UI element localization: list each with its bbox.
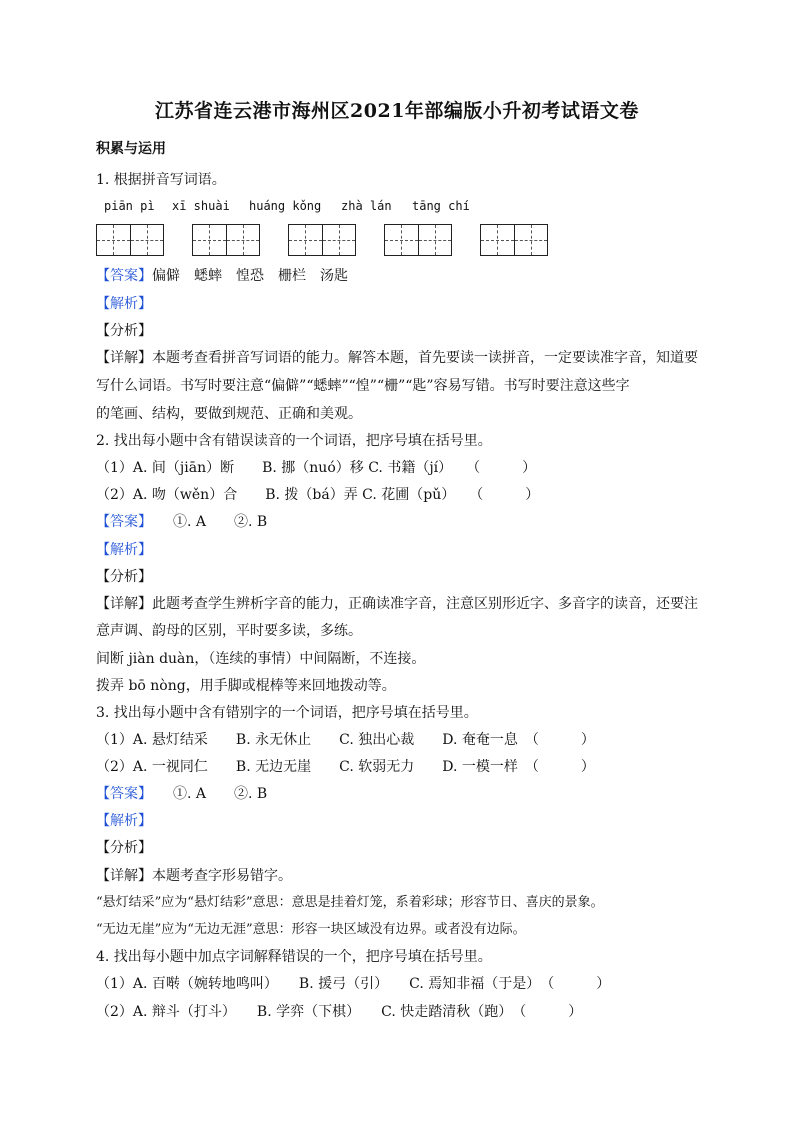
detail-text: 本题考查字形易错字。 (152, 868, 292, 884)
detail-text: 此题考查学生辨析字音的能力，正确读准字音，注意区别形近字、多音字的读音，还要注 (152, 596, 698, 612)
q1-fenxi-tag: 【分析】 (96, 323, 152, 339)
q2-item-2: （2）A. 吻（wěn）合 B. 拨（bá）弄 C. 花圃（pǔ） （ ） (96, 487, 540, 503)
q3-detail-line-3: “无边无崖”应为“无边无涯”意思：形容一块区域没有边界。或者没有边际。 (96, 922, 526, 937)
q3-analysis-tag: 【解析】 (96, 813, 152, 829)
page-title: 江苏省连云港市海州区2021年部编版小升初考试语文卷 (155, 100, 639, 122)
q2-detail-line-2: 意声调、韵母的区别，平时要多读，多练。 (96, 623, 362, 639)
q3-item-1: （1）A. 悬灯结采 B. 永无休止 C. 独出心裁 D. 奄奄一息 （ ） (96, 732, 595, 748)
q2-detail-line-1 (96, 594, 698, 614)
q3-answer (96, 784, 267, 804)
question-1-stem: 1. 根据拼音写词语。 (96, 172, 226, 188)
writing-grid-2[interactable] (192, 224, 260, 256)
answer-tag: 【答案】 (96, 786, 145, 802)
writing-grid-1[interactable] (96, 224, 164, 256)
q1-answer (96, 266, 348, 286)
q1-detail-line-1 (96, 348, 698, 368)
q3-detail-line-2: “悬灯结采”应为“悬灯结彩”意思：意思是挂着灯笼，系着彩球；形容节日、喜庆的景象。 (96, 895, 604, 910)
writing-grid-3[interactable] (288, 224, 356, 256)
pinyin-5: tāng chí (412, 199, 470, 213)
q2-analysis-tag: 【解析】 (96, 542, 152, 558)
section-heading: 积累与运用 (96, 141, 166, 157)
detail-text: 本题考查看拼音写词语的能力。解答本题，首先要读一读拼音，一定要读准字音，知道要 (152, 350, 698, 366)
q1-detail-line-3: 的笔画、结构，要做到规范、正确和美观。 (96, 406, 362, 422)
writing-grid-5[interactable] (480, 224, 548, 256)
answer-text: ①. A ②. B (145, 786, 268, 802)
q4-item-2: （2）A. 辩斗（打斗） B. 学弈（下棋） C. 快走踏清秋（跑） （ ） (96, 1004, 583, 1020)
q1-analysis-tag: 【解析】 (96, 296, 152, 312)
q2-fenxi-tag: 【分析】 (96, 569, 152, 585)
q3-item-2: （2）A. 一视同仁 B. 无边无崖 C. 软弱无力 D. 一模一样 （ ） (96, 759, 595, 775)
pinyin-3: huáng kǒng (249, 199, 322, 213)
answer-text: 偏僻 蟋蟀 惶恐 栅栏 汤匙 (152, 268, 348, 284)
q3-detail-line-1 (96, 866, 292, 886)
q2-answer (96, 512, 267, 532)
q4-item-1: （1）A. 百啭（婉转地鸣叫） B. 援弓（引） C. 焉知非福（于是） （ ） (96, 976, 611, 992)
detail-tag: 【详解】 (96, 868, 152, 884)
answer-tag: 【答案】 (96, 268, 152, 284)
answer-tag: 【答案】 (96, 514, 145, 530)
answer-text: ①. A ②. B (145, 514, 268, 530)
q2-item-1: （1）A. 间（jiān）断 B. 挪（nuó）移 C. 书籍（jí） （ ） (96, 460, 537, 476)
detail-tag: 【详解】 (96, 350, 152, 366)
pinyin-1: piān pì (104, 199, 155, 213)
writing-grid-4[interactable] (384, 224, 452, 256)
question-4-stem: 4. 找出每小题中加点字词解释错误的一个，把序号填在括号里。 (96, 949, 492, 965)
q2-detail-line-4: 拨弄 bō nòng，用手脚或棍棒等来回地拨动等。 (96, 678, 396, 694)
pinyin-2: xī shuài (172, 199, 230, 213)
detail-tag: 【详解】 (96, 596, 152, 612)
q1-detail-line-2: 写什么词语。书写时要注意“偏僻”“蟋蟀”“惶”“栅”“匙”容易写错。书写时要注意这些字 (96, 378, 630, 394)
pinyin-4: zhà lán (341, 199, 392, 213)
q3-fenxi-tag: 【分析】 (96, 840, 152, 856)
q2-detail-line-3: 间断 jiàn duàn，（连续的事情）中间隔断，不连接。 (96, 651, 426, 667)
question-3-stem: 3. 找出每小题中含有错别字的一个词语，把序号填在括号里。 (96, 705, 478, 721)
question-2-stem: 2. 找出每小题中含有错误读音的一个词语，把序号填在括号里。 (96, 433, 492, 449)
